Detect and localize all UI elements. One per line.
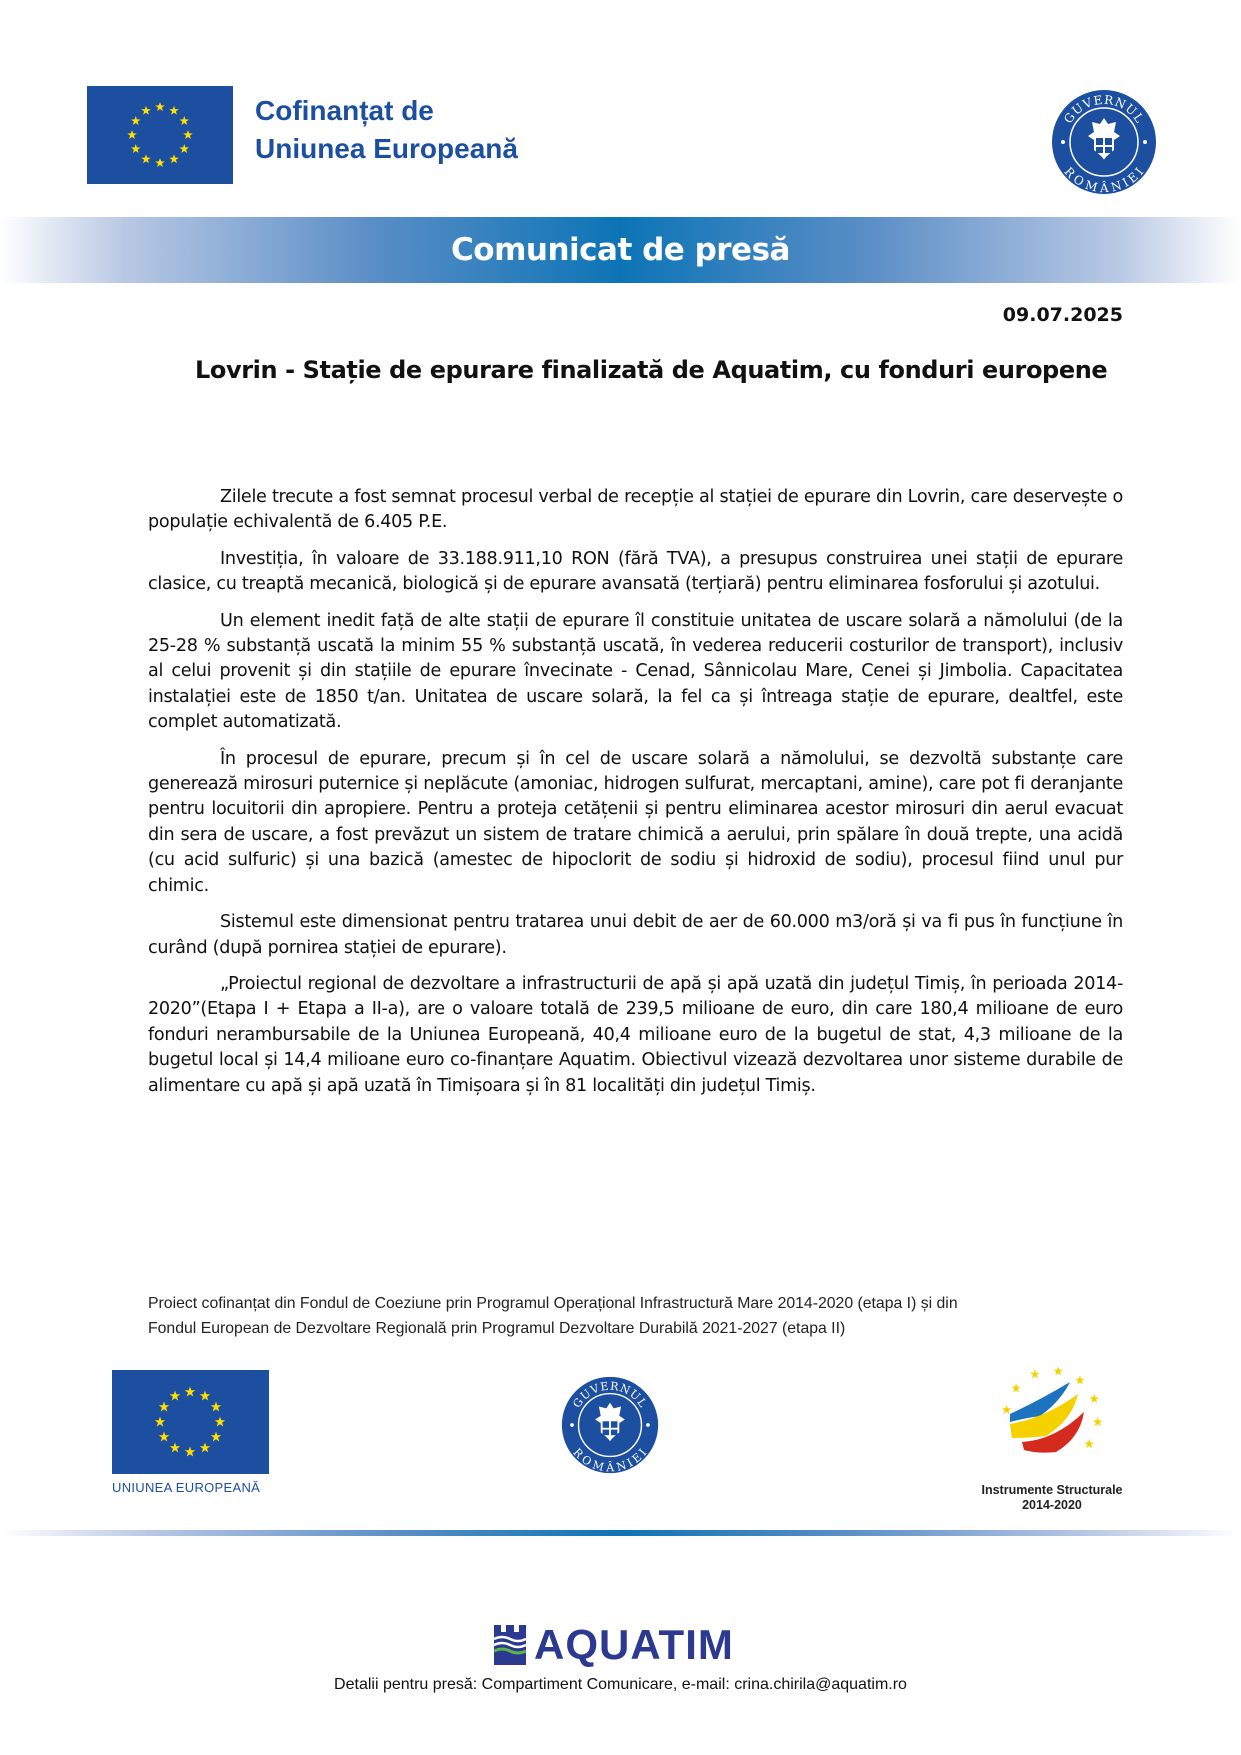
press-release-banner <box>0 217 1241 283</box>
structural-instruments-icon <box>1000 1362 1110 1472</box>
romanian-government-logo <box>1050 88 1158 196</box>
cofinanced-line-2: Uniunea Europeană <box>255 133 518 164</box>
eu-star-icon <box>159 1432 169 1442</box>
cofinanced-by-eu-text <box>255 92 518 168</box>
cofinanced-line-1: Cofinanțat de <box>255 95 434 126</box>
is-star-icon <box>1011 1383 1021 1392</box>
is-label-line-2: 2014-2020 <box>1022 1498 1082 1512</box>
eu-star-icon <box>131 116 141 125</box>
banner-title: Comunicat de presă <box>451 232 790 268</box>
paragraph-4: În procesul de epurare, precum și în cel de uscare solară a nămolului, se dezvoltă substanțe care generează mirosuri puternice și neplăcute (amoniac, hidrogen sulfurat, mercaptani, amine), care pot fi deranjante pentru locuitorii din apropiere. Pentru a proteja cetățenii și pentru eliminarea acestor mirosuri din aerul evacuat din sera de uscare, a fost prevăzut un sistem de tratare chimică a aerului, prin spălare în două trepte, una acidă (cu acid sulfuric) și una bazică (amestec de hipoclorit de sodiu și hidroxid de sodiu), procesul fiind unul pur chimic. <box>148 748 1123 896</box>
eu-flag-logo-bottom <box>112 1370 269 1474</box>
gov-top-text: GUVERNUL <box>570 1379 650 1411</box>
eu-star-icon <box>185 1447 195 1457</box>
eu-star-icon <box>155 1417 165 1427</box>
eu-star-icon <box>170 1442 180 1452</box>
eu-star-icon <box>183 130 193 139</box>
eu-stars-icon <box>112 1370 269 1474</box>
is-star-icon <box>1093 1417 1103 1426</box>
gov-seal-icon <box>560 1375 660 1475</box>
eu-star-icon <box>169 106 179 115</box>
is-star-icon <box>1084 1439 1094 1448</box>
eu-star-icon <box>141 154 151 163</box>
gov-bottom-text: ROMÂNIEI <box>1061 164 1147 196</box>
eu-star-icon <box>179 116 189 125</box>
eu-star-icon <box>185 1387 195 1397</box>
funding-note <box>148 1291 1108 1341</box>
eu-star-icon <box>159 1402 169 1412</box>
eu-star-icon <box>200 1391 210 1401</box>
aquatim-tower-icon <box>494 1625 526 1665</box>
gov-top-text: GUVERNUL <box>1061 92 1148 127</box>
eu-star-icon <box>169 154 179 163</box>
eu-label: UNIUNEA EUROPEANĂ <box>112 1480 261 1495</box>
funding-note-line-2: Fondul European de Dezvoltare Regională prin Programul Dezvoltare Durabilă 2021-2027 (etapa II) <box>148 1320 846 1337</box>
article-body <box>148 485 1123 1110</box>
paragraph-5: Sistemul este dimensionat pentru tratarea unui debit de aer de 60.000 m3/oră și va fi pus în funcțiune în curând (după pornirea stației de epurare). <box>148 912 1123 958</box>
eu-star-icon <box>215 1417 225 1427</box>
press-contact: Detalii pentru presă: Compartiment Comunicare, e-mail: crina.chirila@aquatim.ro <box>334 1676 907 1693</box>
paragraph-6: „Proiectul regional de dezvoltare a infrastructurii de apă și apă uzată din județul Timiș, în perioada 2014-2020”(Etapa I + Etapa a II-a), are o valoare totală de 239,5 milioane de euro, din care 180,4 milioane de euro fonduri nerambursabile de la Uniunea Europeană, 40,4 milioane euro de la bugetul de stat, 4,3 milioane de la bugetul local și 14,4 milioane euro co-finanțare Aquatim. Obiectivul vizează dezvoltarea unor sisteme durabile de alimentare cu apă și apă uzată în Timișoara și în 81 localități din județul Timiș. <box>148 973 1123 1096</box>
eu-star-icon <box>179 144 189 153</box>
eu-star-icon <box>200 1442 210 1452</box>
eu-star-icon <box>211 1432 221 1442</box>
eu-stars-icon <box>87 86 233 184</box>
footer-divider <box>0 1530 1241 1536</box>
is-star-icon <box>1090 1394 1100 1403</box>
structural-instruments-logo <box>1000 1362 1110 1472</box>
is-star-icon <box>1075 1375 1085 1384</box>
eu-star-icon <box>155 158 165 167</box>
is-star-icon <box>1002 1405 1012 1414</box>
eu-star-icon <box>141 106 151 115</box>
is-star-icon <box>1053 1366 1063 1375</box>
eu-star-icon <box>131 144 141 153</box>
aquatim-wordmark: AQUATIM <box>534 1621 734 1668</box>
paragraph-3: Un element inedit față de alte stații de epurare îl constituie unitatea de uscare solară a nămolului (de la 25-28 % substanță uscată la minim 55 % substanță uscată, în vederea reducerii costurilor de transport), inclusiv al celui provenit și din stațiile de epurare învecinate - Cenad, Sânnicolau Mare, Cenei și Jimbolia. Capacitatea instalației este de 1850 t/an. Unitatea de uscare solară, la fel ca și întreaga stație de epurare, dealtfel, este complet automatizată. <box>148 610 1123 733</box>
gov-bottom-text: ROMÂNIEI <box>570 1445 650 1475</box>
paragraph-2: Investiția, în valoare de 33.188.911,10 RON (fără TVA), a presupus construirea unei stații de epurare clasice, cu treaptă mecanică, biologică și de epurare avansată (terțiară) pentru eliminarea fosforului și azotului. <box>148 548 1123 595</box>
aquatim-logo <box>494 1621 734 1668</box>
structural-instruments-label <box>968 1483 1136 1513</box>
funding-note-line-1: Proiect cofinanțat din Fondul de Coeziune prin Programul Operațional Infrastructură Mare 2014-2020 (etapa I) și din <box>148 1295 958 1312</box>
eu-star-icon <box>170 1391 180 1401</box>
headline: Lovrin - Stație de epurare finalizată de Aquatim, cu fonduri europene <box>195 356 1108 384</box>
paragraph-1: Zilele trecute a fost semnat procesul verbal de recepție al stației de epurare din Lovrin, care deservește o populație echivalentă de 6.405 P.E. <box>148 487 1123 533</box>
is-label-line-1: Instrumente Structurale <box>981 1483 1123 1497</box>
romanian-government-logo-bottom <box>560 1375 660 1475</box>
eu-flag-logo <box>87 86 233 184</box>
release-date: 09.07.2025 <box>1002 304 1123 326</box>
is-star-icon <box>1030 1369 1040 1378</box>
eu-star-icon <box>127 130 137 139</box>
eu-star-icon <box>211 1402 221 1412</box>
eu-star-icon <box>155 102 165 111</box>
gov-seal-icon <box>1050 88 1158 196</box>
